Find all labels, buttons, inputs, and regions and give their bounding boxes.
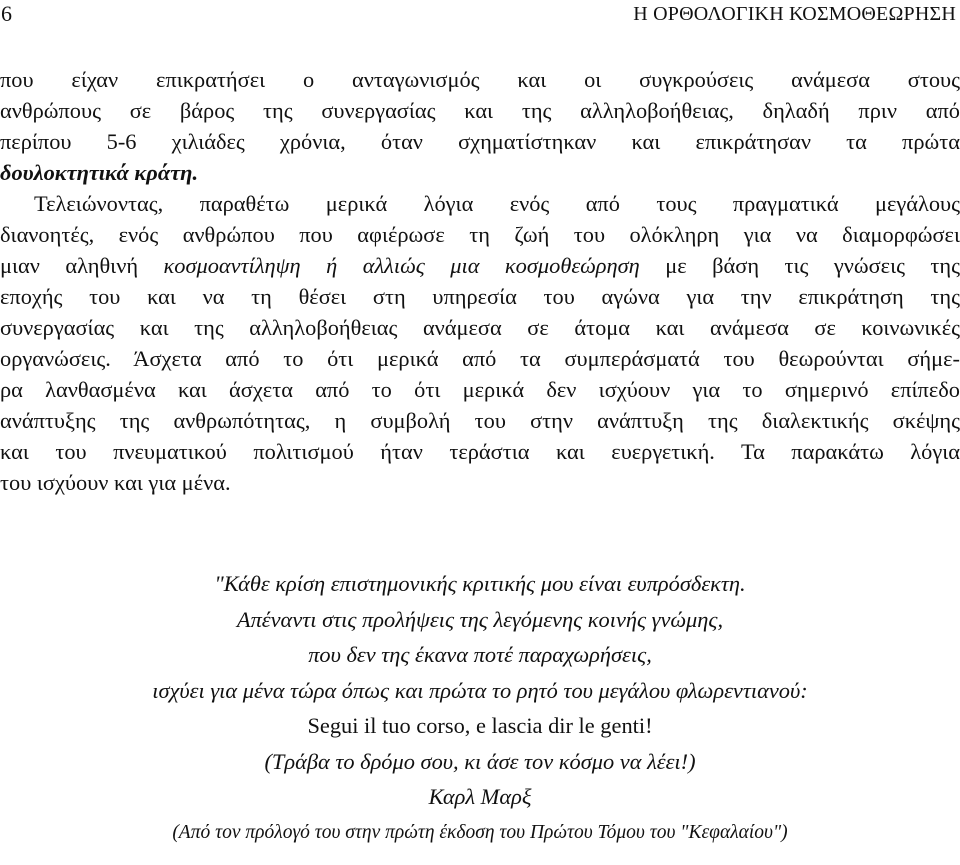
text-line: συνεργασίας και της αλληλοβοήθειας ανάμεσα σε άτομα και ανάμεσα σε κοινωνικές <box>0 315 960 340</box>
paragraph-continued <box>0 64 960 188</box>
text-line: ανθρώπους σε βάρος της συνεργασίας και της αλληλοβοήθειας, δηλαδή πριν από <box>0 98 960 123</box>
text-line: εποχής του και να τη θέσει στη υπηρεσία του αγώνα για την επικράτηση της <box>0 284 960 309</box>
emphasis-text: δουλοκτητικά κράτη. <box>0 160 199 185</box>
quote-line-translation: (Τράβα το δρόμο σου, κι άσε τον κόσμο να λέει!) <box>264 748 696 774</box>
text-line: Τελειώνοντας, παραθέτω μερικά λόγια ενός από τους πραγματικά μεγάλους <box>34 191 960 216</box>
quote-line: που δεν της έκανα ποτέ παραχωρήσεις, <box>308 642 652 667</box>
text-line: περίπου 5-6 χιλιάδες χρόνια, όταν σχηματίστηκαν και επικράτησαν τα πρώτα <box>0 129 960 154</box>
running-head: Η ΟΡΘΟΛΟΓΙΚΗ ΚΟΣΜΟΘΕΩΡΗΣΗ <box>633 3 956 25</box>
text-line: ανάπτυξης της ανθρωπότητας, η συμβολή του στην ανάπτυξη της διαλεκτικής σκέψης <box>0 408 960 433</box>
quote-line: Απέναντι στις προλήψεις της λεγόμενης κοινής γνώμης, <box>236 606 724 632</box>
text-segment: με βάση τις γνώσεις της <box>639 253 960 278</box>
emphasis-text: κοσμοαντίληψη ή αλλιώς μια κοσμοθεώρηση <box>163 253 640 278</box>
text-line: οργανώσεις. Άσχετα από το ότι μερικά από τα συμπεράσματά του θεωρούνται σήμε- <box>0 346 960 371</box>
body-text <box>0 64 960 498</box>
quote-author: Καρλ Μαρξ <box>428 784 532 809</box>
quotation-block <box>0 566 960 850</box>
page-header <box>0 0 960 30</box>
quote-source: (Από τον πρόλογό του στην πρώτη έκδοση του Πρώτου Τόμου του "Κεφαλαίου") <box>172 821 788 843</box>
text-line: διανοητές, ενός ανθρώπου που αφιέρωσε τη ζωή του ολόκληρη για να διαμορφώσει <box>0 222 960 247</box>
quote-line-italian: Segui il tuo corso, e lascia dir le genti! <box>307 713 653 738</box>
page-number: 6 <box>1 1 12 26</box>
text-line: που είχαν επικρατήσει ο ανταγωνισμός και οι συγκρούσεις ανάμεσα στους <box>0 67 960 92</box>
quote-line: ισχύει για μένα τώρα όπως και πρώτα το ρητό του μεγάλου φλωρεντιανού: <box>152 677 808 703</box>
text-line: και του πνευματικού πολιτισμού ήταν τεράστια και ευεργετική. Τα παρακάτω λόγια <box>0 439 960 464</box>
quote-line: "Κάθε κρίση επιστημονικής κριτικής μου είναι ευπρόσδεκτη. <box>214 571 746 596</box>
text-line: του ισχύουν και για μένα. <box>0 470 231 495</box>
text-segment: μιαν αληθινή <box>0 253 164 278</box>
text-line: ρα λανθασμένα και άσχετα από το ότι μερικά δεν ισχύουν για το σημερινό επίπεδο <box>0 377 960 402</box>
text-line <box>0 157 960 188</box>
text-line <box>0 250 960 281</box>
paragraph-closing <box>0 188 960 498</box>
